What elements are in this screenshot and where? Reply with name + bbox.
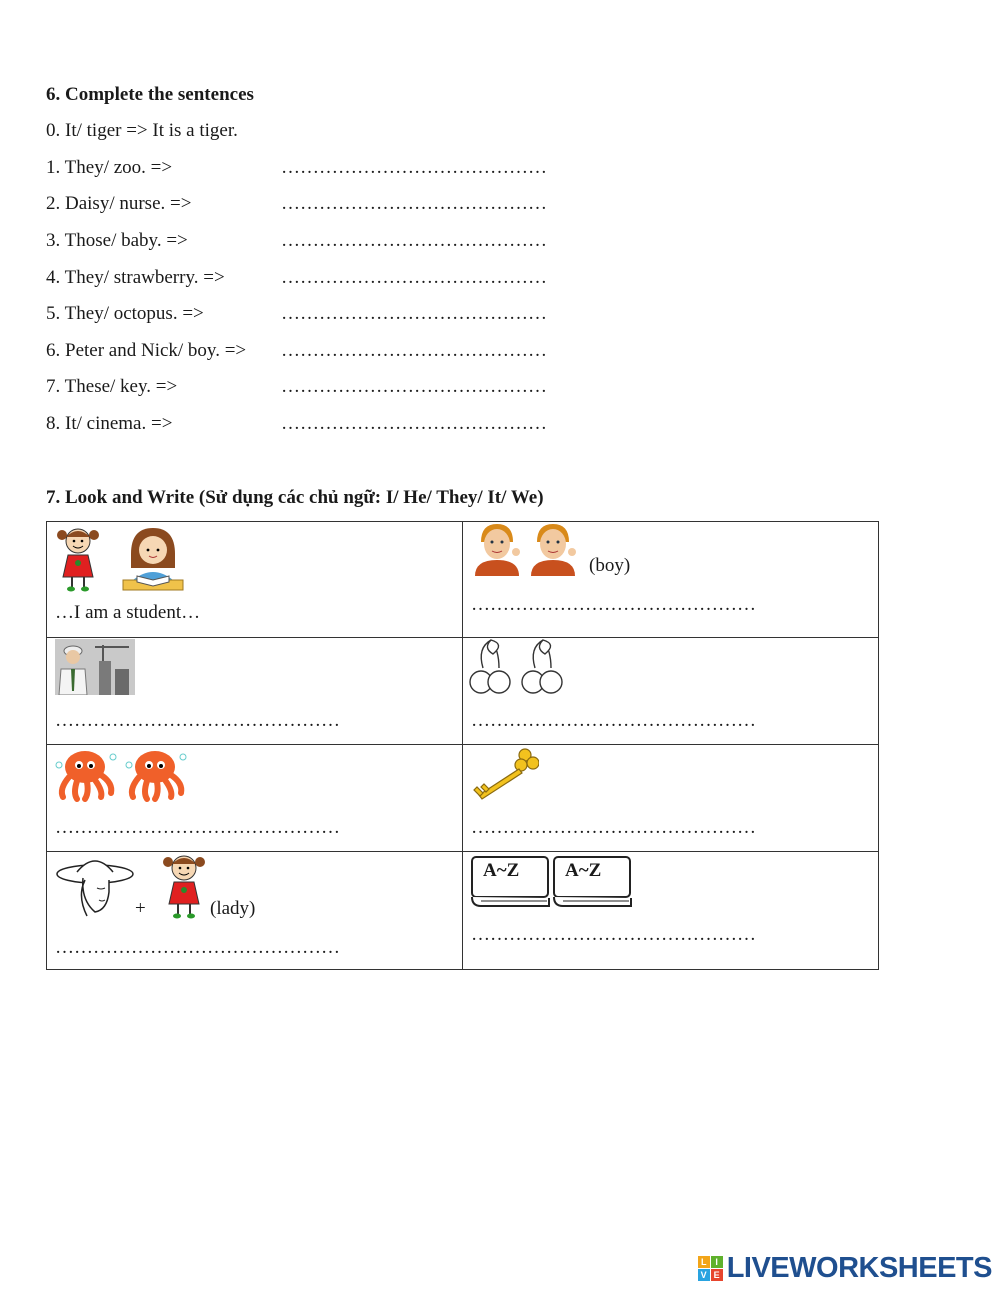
exercise-prompt: 2. Daisy/ nurse. => (46, 193, 192, 214)
dictionary-book-icon (551, 854, 633, 908)
hint-label: (boy) (589, 555, 631, 576)
section-6-title: 6. Complete the sentences (46, 84, 254, 105)
answer-blank[interactable]: ……………………………………… (55, 817, 340, 838)
answer-blank[interactable]: …………………………………… (281, 193, 547, 214)
answer-blank[interactable]: …………………………………… (281, 413, 547, 434)
key-icon (469, 747, 539, 803)
exercise-prompt: 3. Those/ baby. => (46, 230, 188, 251)
hint-label: (lady) (210, 898, 256, 919)
exercise-line (46, 413, 547, 435)
book-label: A~Z (565, 860, 602, 881)
engineer-icon (55, 639, 135, 695)
octopus-icon (123, 745, 191, 803)
exercise-line (46, 230, 547, 252)
exercise-line (46, 303, 547, 325)
answer-blank[interactable]: …………………………………… (281, 376, 547, 397)
exercise-prompt: 7. These/ key. => (46, 376, 178, 397)
look-and-write-table (46, 521, 879, 970)
exercise-prompt: 8. It/ cinema. => (46, 413, 173, 434)
table-cell (463, 852, 879, 970)
answer-blank[interactable]: ……………………………………… (471, 710, 756, 731)
boy-icon (525, 522, 581, 576)
brand-name: LIVEWORKSHEETS (726, 1252, 992, 1284)
table-cell (463, 522, 879, 638)
table-cell (47, 522, 463, 638)
table-cell (463, 638, 879, 745)
student-reading-icon (117, 524, 189, 594)
exercise-prompt: 4. They/ strawberry. => (46, 267, 225, 288)
answer-blank[interactable]: ……………………………………… (471, 817, 756, 838)
liveworksheets-logo (698, 1252, 992, 1285)
boy-icon (469, 522, 525, 576)
answer-text: …I am a student… (55, 602, 201, 623)
exercise-prompt: 6. Peter and Nick/ boy. => (46, 340, 247, 361)
answer-blank[interactable]: ……………………………………… (55, 937, 340, 958)
example-sentence: 0. It/ tiger => It is a tiger. (46, 120, 238, 141)
section-7-title: 7. Look and Write (Sử dụng các chủ ngữ: I/ He/ They/ It/ We) (46, 487, 544, 508)
answer-blank[interactable]: …………………………………… (281, 157, 547, 178)
cherries-icon (469, 638, 579, 698)
logo-blocks-icon: L I V E (698, 1256, 723, 1281)
table-cell (47, 745, 463, 852)
table-cell (463, 745, 879, 852)
exercise-prompt: 5. They/ octopus. => (46, 303, 204, 324)
answer-blank[interactable]: …………………………………… (281, 340, 547, 361)
exercise-prompt: 1. They/ zoo. => (46, 157, 173, 178)
exercise-line (46, 340, 547, 362)
exercise-line (46, 157, 547, 179)
exercise-line (46, 376, 547, 398)
answer-blank[interactable]: ……………………………………… (471, 924, 756, 945)
exercise-line (46, 267, 547, 289)
answer-blank[interactable]: …………………………………… (281, 230, 547, 251)
plus-sign: + (135, 898, 146, 919)
book-label: A~Z (483, 860, 520, 881)
exercise-line (46, 193, 547, 215)
table-cell (47, 638, 463, 745)
octopus-icon (53, 745, 121, 803)
answer-blank[interactable]: ……………………………………… (55, 710, 340, 731)
answer-blank[interactable]: …………………………………… (281, 267, 547, 288)
answer-blank[interactable]: ……………………………………… (471, 594, 756, 615)
lady-icon (55, 852, 137, 918)
answer-blank[interactable]: …………………………………… (281, 303, 547, 324)
girl-icon (159, 852, 209, 920)
girl-icon (53, 525, 103, 593)
dictionary-book-icon (469, 854, 551, 908)
table-cell (47, 852, 463, 970)
